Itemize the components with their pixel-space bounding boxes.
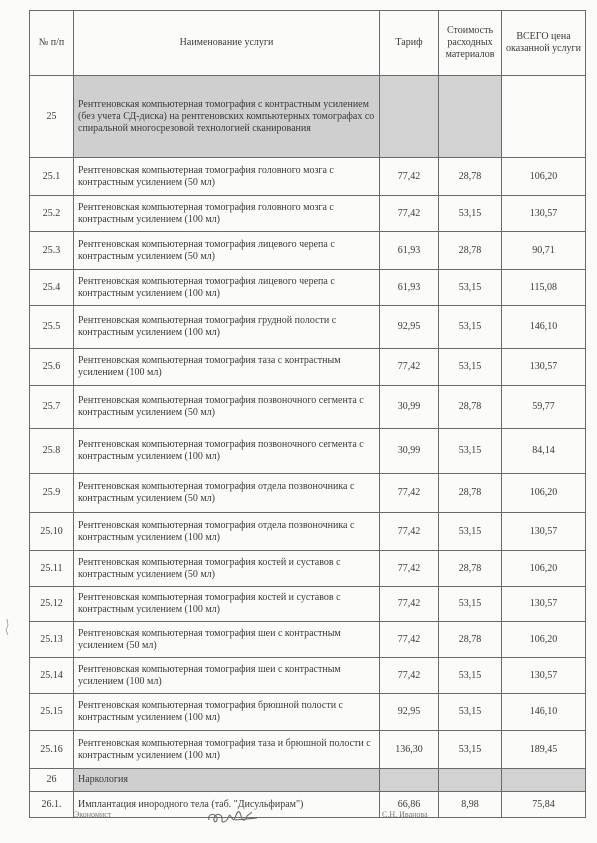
row-total: 106,20: [502, 158, 586, 196]
table-row: [30, 158, 586, 196]
row-tariff: 61,93: [380, 232, 439, 270]
row-tariff: 92,95: [380, 306, 439, 349]
row-materials: [439, 76, 502, 158]
scan-mark: [5, 618, 10, 636]
table-row: [30, 76, 586, 158]
row-materials: 8,98: [439, 792, 502, 818]
table-row: [30, 429, 586, 474]
row-name: Рентгеновская компьютерная томография отдела позвоночника с контрастным усилением (50 мл): [74, 474, 380, 513]
row-materials: 53,15: [439, 694, 502, 731]
row-num: 25.2: [30, 196, 74, 232]
row-tariff: 77,42: [380, 513, 439, 551]
row-tariff: 77,42: [380, 551, 439, 587]
row-num: 26.1.: [30, 792, 74, 818]
row-total: 106,20: [502, 474, 586, 513]
row-materials: 28,78: [439, 551, 502, 587]
row-materials: 53,15: [439, 658, 502, 694]
row-total: 130,57: [502, 349, 586, 386]
row-tariff: 92,95: [380, 694, 439, 731]
row-total: 106,20: [502, 551, 586, 587]
table-row: [30, 769, 586, 792]
row-name: Рентгеновская компьютерная томография таза и брюшной полости с контрастным усилением (100 мл): [74, 731, 380, 769]
row-total: 130,57: [502, 587, 586, 622]
row-name: Рентгеновская компьютерная томография шеи с контрастным усилением (50 мл): [74, 622, 380, 658]
row-tariff: 77,42: [380, 587, 439, 622]
footer-signatory: С.Н. Иванова: [382, 810, 428, 819]
table-row: [30, 551, 586, 587]
row-name: Рентгеновская компьютерная томография таза с контрастным усилением (100 мл): [74, 349, 380, 386]
row-tariff: 30,99: [380, 386, 439, 429]
row-tariff: 77,42: [380, 474, 439, 513]
table-row: [30, 587, 586, 622]
footer-position: Экономист: [74, 810, 112, 819]
row-tariff: 77,42: [380, 196, 439, 232]
row-num: 25.4: [30, 270, 74, 306]
row-num: 25.8: [30, 429, 74, 474]
row-num: 26: [30, 769, 74, 792]
row-total: [502, 769, 586, 792]
header-num: № п/п: [30, 11, 74, 76]
table-row: [30, 694, 586, 731]
row-num: 25.1: [30, 158, 74, 196]
row-num: 25.7: [30, 386, 74, 429]
row-materials: 53,15: [439, 731, 502, 769]
row-tariff: 61,93: [380, 270, 439, 306]
row-total: 75,84: [502, 792, 586, 818]
row-num: 25.11: [30, 551, 74, 587]
row-materials: 53,15: [439, 270, 502, 306]
row-num: 25.3: [30, 232, 74, 270]
table-row: [30, 196, 586, 232]
row-total: 106,20: [502, 622, 586, 658]
row-tariff: 77,42: [380, 349, 439, 386]
row-name: Рентгеновская компьютерная томография костей и суставов с контрастным усилением (100 мл): [74, 587, 380, 622]
header-materials: Стоимость расходных материалов: [439, 11, 502, 76]
row-name: Рентгеновская компьютерная томография головного мозга с контрастным усилением (100 мл): [74, 196, 380, 232]
row-total: 130,57: [502, 513, 586, 551]
row-tariff: 77,42: [380, 658, 439, 694]
row-total: 59,77: [502, 386, 586, 429]
row-name: Рентгеновская компьютерная томография брюшной полости с контрастным усилением (100 мл): [74, 694, 380, 731]
row-materials: 53,15: [439, 513, 502, 551]
table-row: [30, 792, 586, 818]
row-materials: 28,78: [439, 232, 502, 270]
table-row: [30, 622, 586, 658]
row-total: [502, 76, 586, 158]
row-materials: [439, 769, 502, 792]
row-materials: 53,15: [439, 587, 502, 622]
row-tariff: 77,42: [380, 158, 439, 196]
header-tariff: Тариф: [380, 11, 439, 76]
row-materials: 28,78: [439, 386, 502, 429]
row-materials: 53,15: [439, 196, 502, 232]
row-tariff: [380, 769, 439, 792]
row-total: 84,14: [502, 429, 586, 474]
row-total: 146,10: [502, 694, 586, 731]
row-materials: 28,78: [439, 622, 502, 658]
row-num: 25.10: [30, 513, 74, 551]
row-num: 25.13: [30, 622, 74, 658]
table-row: [30, 232, 586, 270]
section-title: Наркология: [74, 769, 380, 792]
row-num: 25.16: [30, 731, 74, 769]
table-row: [30, 386, 586, 429]
row-name: Рентгеновская компьютерная томография позвоночного сегмента с контрастным усилением (100 мл): [74, 429, 380, 474]
row-name: Имплантация инородного тела (таб. "Дисульфирам"): [74, 792, 380, 818]
row-name: Рентгеновская компьютерная томография лицевого черепа с контрастным усилением (50 мл): [74, 232, 380, 270]
table-row: [30, 306, 586, 349]
row-total: 115,08: [502, 270, 586, 306]
row-tariff: [380, 76, 439, 158]
row-materials: 53,15: [439, 429, 502, 474]
table-row: [30, 513, 586, 551]
table-row: [30, 731, 586, 769]
row-name: Рентгеновская компьютерная томография грудной полости с контрастным усилением (100 мл): [74, 306, 380, 349]
row-num: 25.6: [30, 349, 74, 386]
row-num: 25.14: [30, 658, 74, 694]
row-name: Рентгеновская компьютерная томография отдела позвоночника с контрастным усилением (100 мл): [74, 513, 380, 551]
row-num: 25.12: [30, 587, 74, 622]
table-row: [30, 270, 586, 306]
signature-image: [205, 804, 260, 828]
row-name: Рентгеновская компьютерная томография шеи с контрастным усилением (100 мл): [74, 658, 380, 694]
row-num: 25.15: [30, 694, 74, 731]
table-row: [30, 349, 586, 386]
row-num: 25.5: [30, 306, 74, 349]
header-row: [30, 11, 586, 76]
price-table: [29, 10, 586, 818]
row-num: 25: [30, 76, 74, 158]
row-materials: 28,78: [439, 158, 502, 196]
row-total: 146,10: [502, 306, 586, 349]
row-total: 130,57: [502, 196, 586, 232]
header-name: Наименование услуги: [74, 11, 380, 76]
row-total: 189,45: [502, 731, 586, 769]
row-total: 130,57: [502, 658, 586, 694]
table-row: [30, 474, 586, 513]
row-num: 25.9: [30, 474, 74, 513]
section-title: Рентгеновская компьютерная томография с контрастным усилением (без учета СД-диска) на рентгеновских компьютерных томографах со спиральной многосрезовой технологией сканирования: [74, 76, 380, 158]
row-name: Рентгеновская компьютерная томография головного мозга с контрастным усилением (50 мл): [74, 158, 380, 196]
row-name: Рентгеновская компьютерная томография лицевого черепа с контрастным усилением (100 мл): [74, 270, 380, 306]
row-tariff: 66,86: [380, 792, 439, 818]
row-materials: 53,15: [439, 306, 502, 349]
row-name: Рентгеновская компьютерная томография позвоночного сегмента с контрастным усилением (50 мл): [74, 386, 380, 429]
row-tariff: 136,30: [380, 731, 439, 769]
header-total: ВСЕГО цена оказанной услуги: [502, 11, 586, 76]
table-row: [30, 658, 586, 694]
row-tariff: 30,99: [380, 429, 439, 474]
row-materials: 53,15: [439, 349, 502, 386]
row-total: 90,71: [502, 232, 586, 270]
row-name: Рентгеновская компьютерная томография костей и суставов с контрастным усилением (50 мл): [74, 551, 380, 587]
row-tariff: 77,42: [380, 622, 439, 658]
row-materials: 28,78: [439, 474, 502, 513]
